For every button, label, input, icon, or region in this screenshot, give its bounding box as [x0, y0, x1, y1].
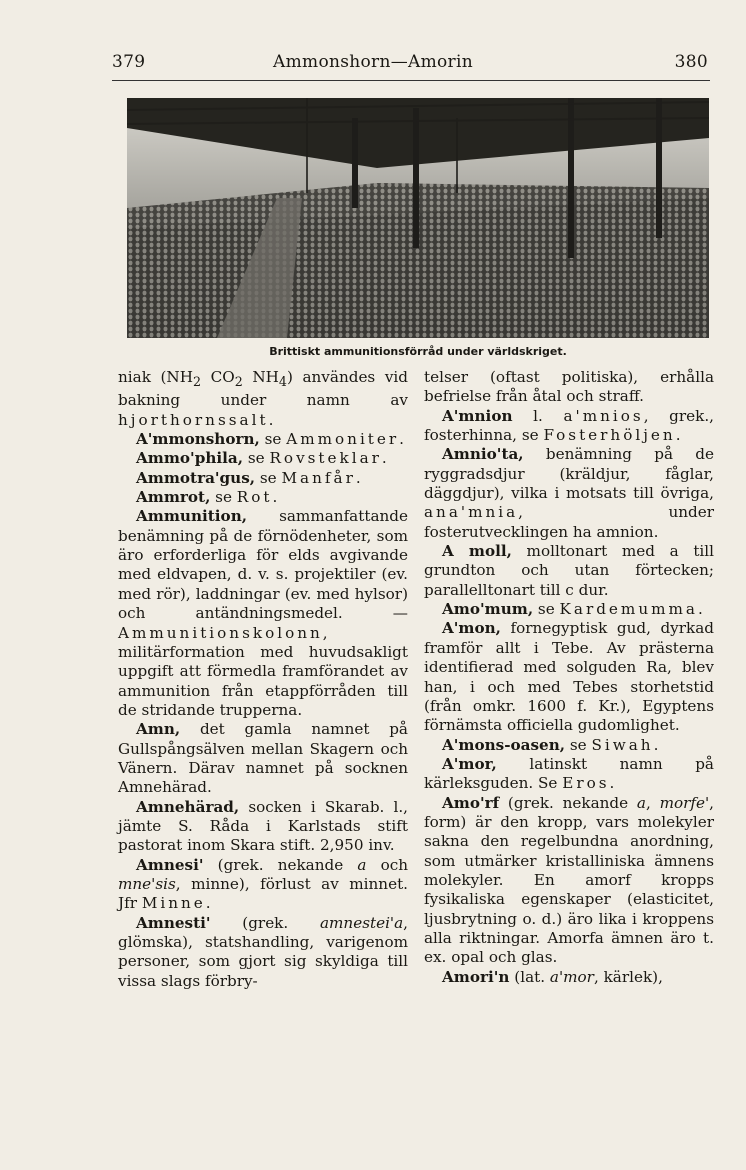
warehouse-photo — [127, 98, 709, 338]
cross-reference: Eros — [562, 774, 610, 793]
entry-ammotragus: Ammotra'gus, se Manfår. — [136, 468, 361, 487]
entry-amnesti: Amnesti' (grek. amnestei'a, glömska), statshandling, varigenom personer, som gjort sig skyldiga till vissa slags förbry- — [118, 913, 408, 990]
entry-ammunition: Ammunition, sammanfattande benämning på de förnödenheter, som äro erforderliga för elds avgivande med eldvapen, d. v. s. projektiler (ev. med rör), laddningar (ev. med hylsor) och antändningsmedel. — Ammunitionskolonn, militärformation med huvudsakligt uppgift att förmedla framförandet av ammunition från etappförråden till de stridande trupperna. — [118, 507, 408, 719]
headword: A'mons-oasen, — [442, 735, 566, 754]
headword: Ammotra'gus, — [136, 468, 256, 487]
entry-ammophila: Ammo'phila, se Rovsteklar. — [136, 449, 387, 468]
headword: Amn, — [136, 720, 181, 739]
entry-amorin: Amori'n (lat. a'mor, kärlek), — [442, 967, 663, 986]
headword: A'mon, — [442, 619, 501, 638]
headword: Ammunition, — [136, 507, 248, 526]
entry-ammonshorn: A'mmonshorn, se Ammoniter. — [136, 430, 404, 449]
headword: Amnesi' — [136, 855, 204, 874]
cross-reference: hjorthornssalt — [118, 410, 269, 429]
entry-amorf: Amo'rf (grek. nekande a, morfe', form) är den kropp, vars molekyler sakna den regelbundna anordning, som utmärker kristalliniska ämnens molekyler. En amorf kropps fysikaliska egenskaper (elasticitet, ljusbrytning o. d.) äro lika i kroppens alla riktningar. Amorfa ämnen äro t. ex. opal och glas. — [424, 793, 714, 967]
entry-amon: A'mon, fornegyptisk gud, dyrkad framför allt i Tebe. Av prästerna identifierad med solguden Ra, blev han, i och med Tebes storhetstid (från omkr. 1600 f. Kr.), Egyptens förnämsta officiella gudomlighet. — [424, 619, 714, 735]
cross-reference: Minne — [141, 894, 206, 913]
page-number-left: 379 — [112, 52, 146, 72]
figure-caption: Brittiskt ammunitionsförråd under världskriget. — [269, 345, 567, 358]
headword: Amnio'ta, — [442, 445, 524, 464]
entry-amomum: Amo'mum, se Kardemumma. — [442, 600, 703, 619]
page-number-right: 380 — [674, 52, 708, 72]
headword: Amo'mum, — [442, 600, 534, 619]
headword: Amnehärad, — [136, 797, 240, 816]
entry-amneharad: Amnehärad, socken i Skarab. l., jämte S. Råda i Karlstads stift pastorat inom Skara stift. 2,950 inv. — [118, 797, 408, 855]
cross-reference: Rot — [236, 488, 273, 507]
headword: A'mmonshorn, — [136, 430, 260, 449]
running-title: Ammonshorn—Amorin — [273, 52, 473, 72]
entry-continuation: telser (oftast politiska), erhålla befrielse från åtal och straff. — [424, 368, 714, 406]
entry-amn: Amn, det gamla namnet på Gullspångsälven mellan Skagern och Vänern. Därav namnet på socknen Amnehärad. — [118, 720, 408, 797]
entry-amniota: Amnio'ta, benämning på de ryggradsdjur (kräldjur, fåglar, däggdjur), vilka i motsats till övriga, ana'mnia, under fosterutvecklingen ha amnion. — [424, 445, 714, 541]
entry-amor: A'mor, latinskt namn på kärleksguden. Se Eros. — [424, 754, 714, 793]
headword: Amnesti' — [136, 913, 211, 932]
entry-continuation: niak ($NH_2$ $CO_2$ $NH_4$) användes vid bakning under namn av hjorthornssalt. — [118, 368, 408, 429]
cross-reference: Ammoniter — [286, 430, 400, 449]
headword: Ammo'phila, — [136, 449, 244, 468]
entry-amons-oasen: A'mons-oasen, se Siwah. — [442, 735, 659, 754]
headword: Ammrot, — [136, 488, 211, 507]
headword: A moll, — [442, 542, 512, 561]
headword: Amo'rf — [442, 793, 500, 812]
entry-amnion: A'mnion l. a'mnios, grek., fosterhinna, se Fosterhöljen. — [424, 406, 715, 445]
cross-reference: Ammunitionskolonn — [118, 623, 323, 642]
headword: A'mor, — [442, 754, 497, 773]
text-column-right — [424, 368, 714, 987]
headword: Amori'n — [442, 967, 510, 986]
cross-reference: Kardemumma — [559, 600, 698, 619]
cross-reference: Manfår — [281, 468, 356, 487]
cross-reference: Rovsteklar — [269, 449, 382, 468]
header-rule — [112, 80, 710, 81]
cross-reference: a'mnios — [563, 406, 644, 425]
cross-reference: Fosterhöljen — [543, 426, 676, 445]
entry-a-moll: A moll, molltonart med a till grundton och utan förtecken; parallelltonart till c dur. — [424, 542, 714, 599]
cross-reference: ana'mnia — [424, 503, 519, 522]
headword: A'mnion — [442, 406, 513, 425]
entry-amnesi: Amnesi' (grek. nekande a och mne'sis, minne), förlust av minnet. Jfr Minne. — [118, 855, 408, 913]
text-column-left — [118, 368, 408, 991]
entry-ammrot: Ammrot, se Rot. — [136, 488, 278, 507]
cross-reference: Siwah — [591, 735, 654, 754]
photo-illustration — [127, 98, 709, 338]
